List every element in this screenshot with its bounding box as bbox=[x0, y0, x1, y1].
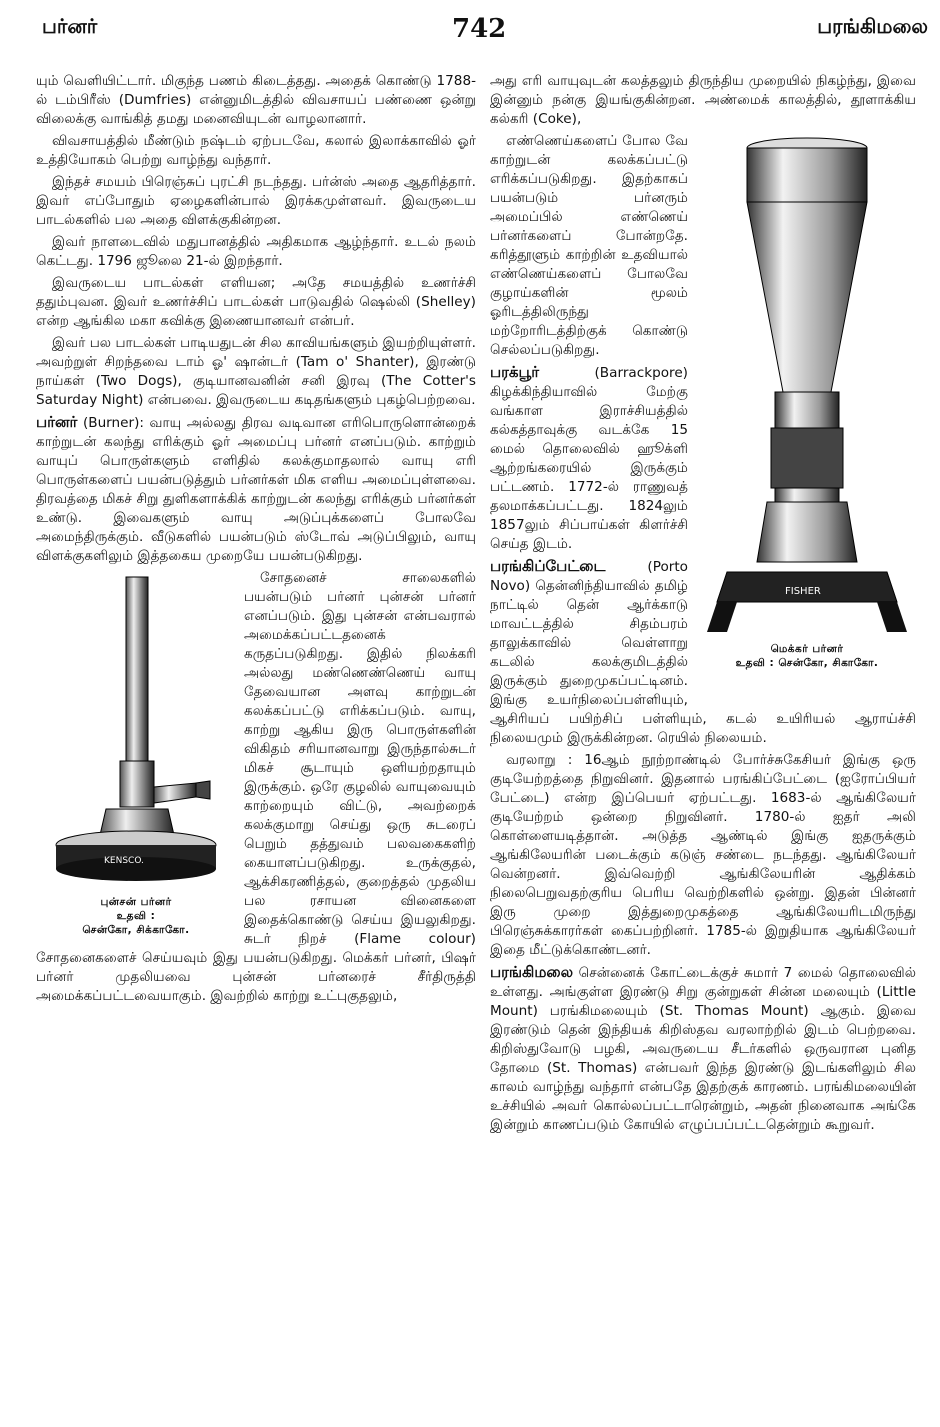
bunsen-burner-figure bbox=[36, 573, 236, 947]
figure-credit: உதவி : சென்கோ, சிகாகோ. bbox=[735, 657, 879, 669]
meker-burner-image bbox=[707, 132, 907, 642]
paragraph: அது எரி வாயுவுடன் கலத்தலும் திருந்திய முறையில் நிகழ்ந்து, இவை இன்னும் நன்கு இயங்குகின்றன. அண்மைக் காலத்தில், தூளாக்கிய கல்கரி (Coke), bbox=[490, 73, 916, 127]
paragraph: சோதனைச் சாலைகளில் பயன்படும் பர்னர் புன்சன் பர்னர் எனப்படும். இது புன்சன் என்பவரால் அமைக்கப்பட்டதனைக் கருதப்படுகிறது. இதில் நிலக்கரி அல்லது மண்ணெண்ணெய் வாயு தேவையான அளவு காற்றுடன் கலக்கப்பட்டு எரிக்கப்படும். வாயு, காற்று ஆகிய இரு பொருள்களின் விகிதம் சரியானவாறு இருந்தால்சுடர் மிகச் சூடாயும் ஒளியற்றதாயும் இருக்கும். ஒரே குழலில் வாயுவையும் காற்றையும் விட்டு, அவற்றைக் கலக்குமாறு செய்து ஒரு சுடரைப் பெறும் தத்துவம் பலவகைகளிற் கையாளப்படுகிறது. உருக்குதல், ஆக்சிகரணித்தல், குறைத்தல் முதலிய பல ரசாயன வினைகளை இதைக்கொண்டு செய்ய இயலுகிறது. சுடர் நிறச் (Flame colour) சோதனைகளைச் செய்யவும் இது பயன்படுகிறது. மெக்கர் பர்னர், பிஷர் பர்னர் முதலியவை புன்சன் பர்னரைச் சீர்திருத்தி அமைக்கப்பட்டவையாகும். இவற்றில் காற்று உட்புகுதலும், bbox=[36, 570, 476, 1004]
left-column bbox=[36, 72, 476, 1009]
paragraph: இந்தச் சமயம் பிரெஞ்சுப் புரட்சி நடந்தது. பர்ன்ஸ் அதை ஆதரித்தார். இவர் எப்போதும் ஏழைகளின்பால் இரக்கமுள்ளவர். இவருடைய பாடல்களில் பல அதை விளக்குகின்றன. bbox=[36, 174, 476, 228]
entry-burner bbox=[36, 413, 476, 566]
entry-text: (Barrackpore) கிழக்கிந்தியாவில் மேற்கு வங்காள இராச்சியத்தில் கல்கத்தாவுக்கு வடக்கே 15 மைல் தொலைவில் ஹூக்ளி ஆற்றங்கரையில் இருக்கும் பட்டணம். 1772-ல் ராணுவத் தலமாக்கப்பட்டது. 1824லும் 1857லும் சிப்பாய்கள் கிளர்ச்சி செய்த இடம். bbox=[490, 365, 688, 552]
running-header-left: பர்னர் bbox=[42, 14, 98, 38]
paragraph: இவர் பல பாடல்கள் பாடியதுடன் சில காவியங்களும் இயற்றியுள்ளர். அவற்றுள் சிறந்தவை டாம் ஓ' ஷான்டர் (Tam o' Shanter), இரண்டு நாய்கள் (Two Dogs), குடியானவனின் சனி இரவு (The Cotter's Saturday Night) என்பவை. இவருடைய கடிதங்களும் புகழ்பெற்றவை. bbox=[36, 335, 476, 408]
page-number: 742 bbox=[452, 14, 507, 44]
brand-text: KENSCO. bbox=[104, 856, 144, 866]
paragraph: வரலாறு : 16ஆம் நூற்றாண்டில் போர்ச்சுகேசியர் இங்கு ஒரு குடியேற்றத்தை நிறுவினர். இதனால் பரங்கிப்பேட்டை (ஐரோப்பியர் பேட்டை) என்ற இப்பெயர் ஏற்பட்டது. 1683-ல் ஆங்கிலேயர் குடியேற்றம் ஒன்றை நிறுவினர். 1780-ல் ஐதர் அலி கொள்ளையடித்தான். அடுத்த ஆண்டில் இங்கு ஐதருக்கும் ஆங்கிலேயரின் படைக்கும் கடுஞ் சண்டை நடந்தது. ஆங்கிலேயர் வென்றனர். இவ்வெற்றி ஆங்கிலேயரின் ஆதிக்கம் நிலைபெறுவதற்குரிய பெரிய வெற்றிகளில் ஒன்று. இதன் பின்னர் இரு முறை இத்துறைமுகத்தை ஆங்கிலேயரிடமிருந்து பிரெஞ்சுக்காரர்கள் கைப்பற்றினர். 1785-ல் இறுதியாக ஆங்கிலேயர் இதை மீட்டுக்கொண்டனர். bbox=[490, 752, 916, 958]
entry-parangimalai bbox=[490, 963, 916, 1135]
meker-burner-figure bbox=[698, 132, 916, 694]
entry-headword: பரங்கிமலை bbox=[490, 963, 574, 981]
figure-credit: உதவி : bbox=[116, 910, 156, 922]
bunsen-burner-image bbox=[46, 573, 226, 895]
entry-headword: பரங்கிப்பேட்டை bbox=[490, 557, 606, 575]
entry-headword: பரக்பூர் bbox=[490, 363, 540, 381]
entry-text: சென்னைக் கோட்டைக்குச் சுமார் 7 மைல் தொலைவில் உள்ளது. அங்குள்ள இரண்டு சிறு குன்றுகள் சின்ன மலையும் (Little Mount) பரங்கிமலையும் (St. Thomas Mount) ஆகும். இவை இரண்டும் தென் இந்தியக் கிறிஸ்தவ வரலாற்றில் இடம் பெற்றவை. கிறிஸ்துவோடு பழகி, அவருடைய சீடர்களில் ஒருவரான புனித தோமை (St. Thomas) என்பவர் இந்த இரண்டு இடங்களிலும் சில காலம் வாழ்ந்து வந்தார் என்பதே இதற்குக் காரணம். பரங்கிமலையின் உச்சியில் அவர் கொல்லப்பட்டாரென்றும், அதன் நினைவாக அங்கே இன்றும் காணப்படும் கோயில் எழுப்பப்பட்டதென்றும் கூறுவர். bbox=[490, 965, 916, 1133]
entry-text: (Burner): வாயு அல்லது திரவ வடிவான எரிபொருளொன்றைக் காற்றுடன் கலந்து எரிக்கும் ஓர் அமைப்பு பர்னர் எனப்படும். காற்றும் வாயுப் பொருள்களும் எளிதில் கலக்குமாதலால் வாயு எரி பொருள்களைப் பயன்படுத்தும் பர்னர்கள் மிக எளிய அமைப்புள்ளவை. திரவத்தை மிகச் சிறு துளிகளாக்கிக் காற்றுடன் கலந்து எரிக்கும் பர்னர்கள் உண்டு. இவைகளும் வாயு அடுப்புக்களைப் போலவே அமைந்திருக்கும். வீடுகளில் பயன்படும் ஸ்டோவ் அடுப்பிலும், வாயு விளக்குகளிலும் இத்தகைய முறையே பயன்படுகிறது. bbox=[36, 415, 476, 564]
paragraph: விவசாயத்தில் மீண்டும் நஷ்டம் ஏற்படவே, கலால் இலாக்காவில் ஓர் உத்தியோகம் பெற்று வாழ்ந்து வந்தார். bbox=[36, 133, 476, 168]
paragraph: யும் வெளியிட்டார். மிகுந்த பணம் கிடைத்தது. அதைக் கொண்டு 1788-ல் டம்பிரீஸ் (Dumfries) என்னுமிடத்தில் விவசாயப் பண்ணை ஒன்று விலைக்கு வாங்கித் தமது மனைவியுடன் வாழலானார். bbox=[36, 73, 476, 127]
paragraph: இவர் நாளடைவில் மதுபானத்தில் அதிகமாக ஆழ்ந்தார். உடல் நலம் கெட்டது. 1796 ஜூலை 21-ல் இறந்தார். bbox=[36, 234, 476, 269]
entry-text: (Porto Novo) தென்னிந்தியாவில் தமிழ் நாட்டில் தென் ஆர்க்காடு மாவட்டத்தில் சிதம்பரம் தாலுக்காவில் வெள்ளாறு கடலில் கலக்குமிடத்தில் இருக்கும் துறைமுகப்பட்டினம். இங்கு உயர்நிலைப்பள்ளியும், ஆசிரியப் பயிற்சிப் பள்ளியும், கடல் உயிரியல் ஆராய்ச்சி நிலையமும் இருக்கின்றன. ரெயில் நிலையம். bbox=[490, 559, 916, 746]
running-header-right: பரங்கிமலை bbox=[817, 14, 928, 38]
figure-credit: சென்கோ, சிக்காகோ. bbox=[82, 924, 190, 936]
paragraph: இவருடைய பாடல்கள் எளியன; அதே சமயத்தில் உணர்ச்சி ததும்புவன. இவர் உணர்ச்சிப் பாடல்கள் பாடுவதில் ஷெல்லி (Shelley) என்ற ஆங்கில மகா கவிக்கு இணையானவர் என்பர். bbox=[36, 275, 476, 329]
figure-caption: மெக்கர் பர்னர் bbox=[770, 643, 844, 655]
right-column bbox=[490, 72, 916, 1138]
brand-text: FISHER bbox=[785, 586, 821, 597]
entry-headword: பர்னர் bbox=[36, 413, 78, 431]
figure-caption: புன்சன் பர்னர் bbox=[100, 896, 172, 908]
paragraph: எண்ணெய்களைப் போல வே காற்றுடன் கலக்கப்பட்டு எரிக்கப்படுகிறது. இதற்காகப் பயன்படும் பர்னரும் அமைப்பில் எண்ணெய் பர்னர்களைப் போன்றதே. கரித்தூளும் காற்றின் உதவியால் எண்ணெய்களைப் போலவே குழாய்களின் மூலம் ஓரிடத்திலிருந்து மற்றோரிடத்திற்குக் கொண்டு செல்லப்படுகிறது. bbox=[490, 133, 688, 358]
